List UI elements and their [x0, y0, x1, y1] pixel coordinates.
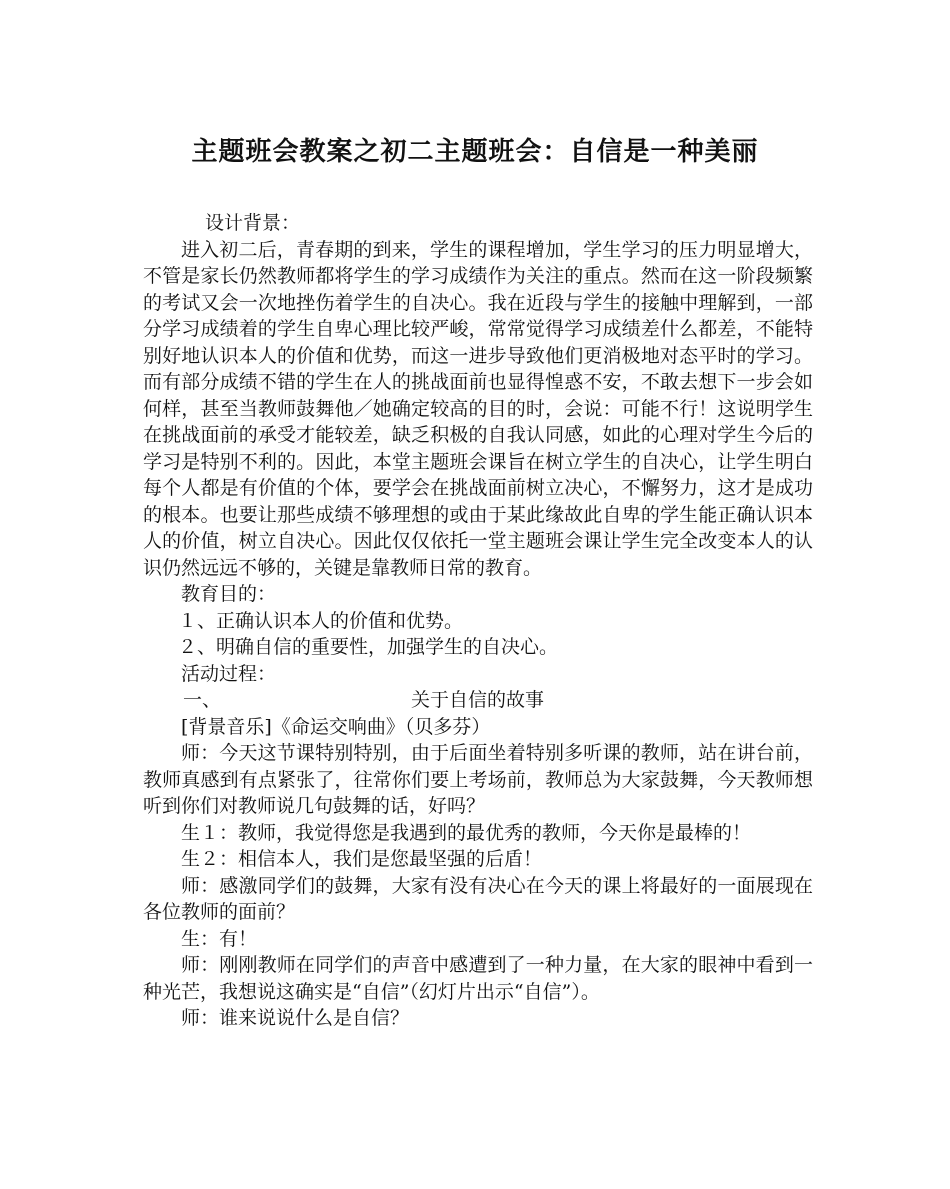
goal-item-1: １、正确认识本人的价值和优势。 — [178, 609, 464, 632]
dialogue-paragraph: 生：有！ — [181, 927, 258, 950]
document-body — [143, 210, 813, 1032]
goals-label: 教育目的： — [181, 583, 277, 605]
design-background-label: 设计背景： — [205, 212, 301, 234]
dialogue-paragraph: 生１：教师，我觉得您是我遇到的最优秀的教师，今天你是最棒的！ — [181, 821, 752, 844]
dialogue-paragraph: 生２：相信本人，我们是您最坚强的后盾！ — [181, 848, 543, 870]
background-paragraph: 进入初二后，青春期的到来，学生的课程增加，学生学习的压力明显增大，不管是家长仍然教师都将学生的学习成绩作为关注的重点。然而在这一阶段频繁的考试又会一次地挫伤着学生的自决心。我在近段与学生的接触中理解到，一部分学习成绩着的学生自卑心理比较严峻，常常觉得学习成绩差什么都差，不能特别好地认识本人的价值和优势，而这一进步导致他们更消极地对态平时的学习。而有部分成绩不错的学生在人的挑战面前也显得惶惑不安，不敢去想下一步会如何样，甚至当教师鼓舞他／她确定较高的目的时，会说：可能不行！这说明学生在挑战面前的承受才能较差，缺乏积极的自我认同感，如此的心理对学生今后的学习是特别不利的。因此，本堂主题班会课旨在树立学生的自决心，让学生明白每个人都是有价值的个体，要学会在挑战面前树立决心，不懈努力，这才是成功的根本。也要让那些成绩不够理想的或由于某此缘故此自卑的学生能正确认识本人的价值，树立自决心。因此仅仅依托一堂主题班会课让学生完全改变本人的认识仍然远远不够的，关键是靠教师日常的教育。 — [143, 238, 813, 579]
process-label: 活动过程： — [181, 662, 277, 685]
dialogue-paragraph: 师：感激同学们的鼓舞，大家有没有决心在今天的课上将最好的一面展现在各位教师的面前？ — [143, 874, 813, 923]
dialogue-paragraph: 师：今天这节课特别特别，由于后面坐着特别多听课的教师，站在讲台前，教师真感到有点紧张了，往常你们要上考场前，教师总为大家鼓舞，今天教师想听到你们对教师说几句鼓舞的话，好吗？ — [143, 742, 813, 817]
document-title: 主题班会教案之初二主题班会：自信是一种美丽 — [191, 137, 759, 167]
goal-item-2: ２、明确自信的重要性，加强学生的自决心。 — [178, 636, 559, 658]
section-heading — [143, 687, 813, 714]
music-line: [背景音乐]《命运交响曲》（贝多芬） — [181, 715, 491, 738]
section-title: 关于自信的故事 — [411, 689, 545, 711]
section-number: 一、 — [183, 689, 222, 711]
dialogue-paragraph: 师：谁来说说什么是自信？ — [181, 1007, 410, 1029]
dialogue-paragraph: 师：刚刚教师在同学们的声音中感遭到了一种力量，在大家的眼神中看到一种光芒，我想说这确实是“自信”（幻灯片出示“自信”）。 — [143, 954, 813, 1003]
